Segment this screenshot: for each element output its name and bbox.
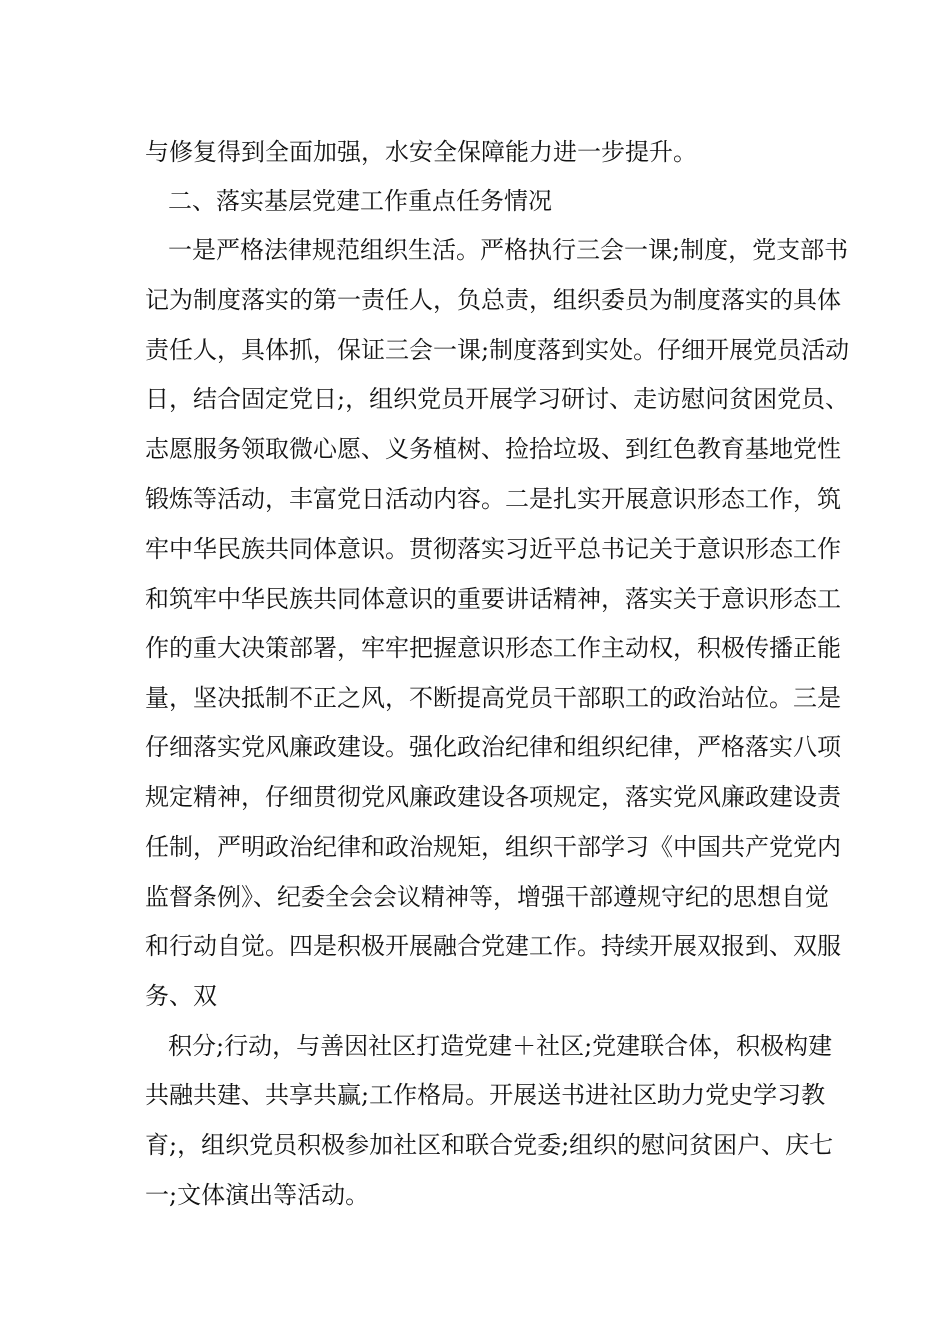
text-line: 与修复得到全面加强，水安全保障能力进一步提升。	[145, 138, 697, 166]
text-line: 仔细落实党风廉政建设。强化政治纪律和组织纪律，严格落实八项	[145, 733, 841, 761]
text-line: 记为制度落实的第一责任人，负总责，组织委员为制度落实的具体	[145, 286, 841, 314]
text-line: 积分;行动，与善因社区打造党建＋社区;党建联合体，积极构建	[168, 1032, 833, 1060]
text-line: 日，结合固定党日;，组织党员开展学习研讨、走访慰问贫困党员、	[145, 385, 850, 413]
section-heading: 二、落实基层党建工作重点任务情况	[168, 187, 552, 215]
text-line: 共融共建、共享共赢;工作格局。开展送书进社区助力党史学习教	[145, 1081, 826, 1109]
text-line: 务、双	[145, 982, 217, 1010]
text-line: 任制，严明政治纪律和政治规矩，组织干部学习《中国共产党党内	[145, 833, 841, 861]
text-line: 一是严格法律规范组织生活。严格执行三会一课;制度，党支部书	[168, 236, 849, 264]
text-line: 一;文体演出等活动。	[145, 1181, 370, 1209]
text-line: 牢中华民族共同体意识。贯彻落实习近平总书记关于意识形态工作	[145, 535, 841, 563]
text-line: 和行动自觉。四是积极开展融合党建工作。持续开展双报到、双服	[145, 932, 841, 960]
text-line: 志愿服务领取微心愿、义务植树、捡拾垃圾、到红色教育基地党性	[145, 435, 841, 463]
text-line: 监督条例》、纪委全会会议精神等，增强干部遵规守纪的思想自觉	[145, 883, 829, 911]
text-line: 作的重大决策部署，牢牢把握意识形态工作主动权，积极传播正能	[145, 634, 841, 662]
text-line: 规定精神，仔细贯彻党风廉政建设各项规定，落实党风廉政建设责	[145, 783, 841, 811]
text-line: 育;，组织党员积极参加社区和联合党委;组织的慰问贫困户、庆七	[145, 1131, 834, 1159]
text-line: 量，坚决抵制不正之风，不断提高党员干部职工的政治站位。三是	[145, 684, 841, 712]
text-line: 责任人，具体抓，保证三会一课;制度落到实处。仔细开展党员活动	[145, 336, 850, 364]
text-line: 和筑牢中华民族共同体意识的重要讲话精神，落实关于意识形态工	[145, 585, 841, 613]
text-line: 锻炼等活动，丰富党日活动内容。二是扎实开展意识形态工作，筑	[145, 485, 841, 513]
